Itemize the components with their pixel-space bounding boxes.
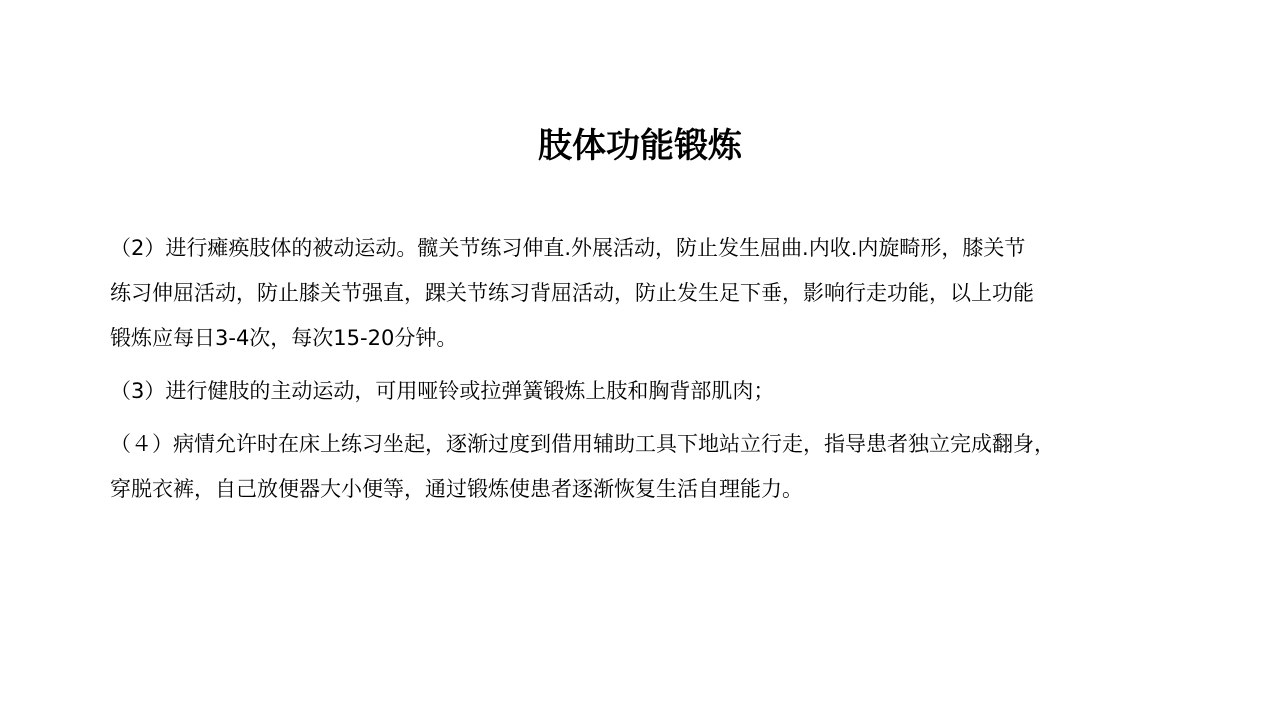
paragraph-sitting-walking: （４）病情允许时在床上练习坐起，逐渐过度到借用辅助工具下地站立行走，指导患者独立完成翻身， 穿脱衣裤，自己放便器大小便等，通过锻炼使患者逐渐恢复生活自理能力。 <box>110 432 1055 501</box>
slide-body <box>110 226 1190 520</box>
paragraph-passive-exercise: （2）进行瘫痪肢体的被动运动。髋关节练习伸直.外展活动，防止发生屈曲.内收.内旋畸形，膝关节 练习伸屈活动，防止膝关节强直，踝关节练习背屈活动，防止发生足下垂，影响行走功能，以上功能 锻炼应每日3-4次，每次15-20分钟。 <box>110 236 1034 350</box>
slide-title: 肢体功能锻炼 <box>538 126 742 166</box>
paragraph-active-exercise: （3）进行健肢的主动运动，可用哑铃或拉弹簧锻炼上肢和胸背部肌肉； <box>110 379 775 403</box>
